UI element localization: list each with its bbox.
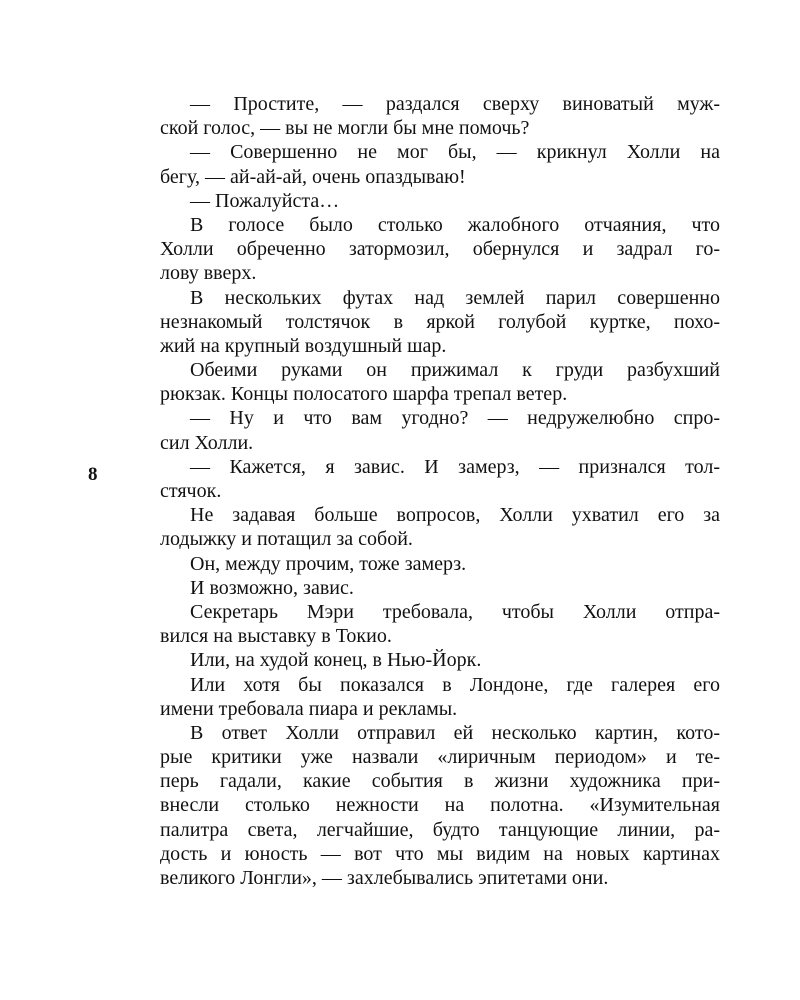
text-line: жий на крупный воздушный шар. bbox=[160, 334, 447, 357]
text-line: — Совершенно не мог бы, — крикнул Холли на bbox=[190, 141, 720, 164]
text-line: Холли обреченно затормозил, обернулся и задрал го- bbox=[160, 238, 720, 261]
text-line: В нескольких футах над землей парил совершенно bbox=[190, 286, 720, 309]
text-line: дость и юность — вот что мы видим на новых картинах bbox=[160, 842, 720, 865]
page-number: 8 bbox=[88, 464, 98, 485]
text-line: рые критики уже назвали «лиричным периодом» и те- bbox=[160, 746, 720, 769]
text-line: палитра света, легчайшие, будто танцующие линии, ра- bbox=[160, 818, 720, 841]
text-line: незнакомый толстячок в яркой голубой куртке, похо- bbox=[160, 310, 720, 333]
text-line: Не задавая больше вопросов, Холли ухватил его за bbox=[190, 504, 720, 527]
text-line: стячок. bbox=[160, 480, 222, 502]
text-line: лодыжку и потащил за собой. bbox=[160, 528, 413, 551]
text-line: В ответ Холли отправил ей несколько картин, кото- bbox=[190, 721, 720, 744]
text-line: — Простите, — раздался сверху виноватый муж- bbox=[190, 93, 720, 115]
text-line: лову вверх. bbox=[160, 262, 257, 285]
text-line: — Ну и что вам угодно? — недружелюбно спро- bbox=[190, 407, 720, 430]
text-line: имени требовала пиара и рекламы. bbox=[160, 697, 458, 720]
text-line: Или, на худой конец, в Нью-Йорк. bbox=[190, 649, 482, 672]
text-line: В голосе было столько жалобного отчаяния, что bbox=[190, 213, 720, 236]
text-line: — Кажется, я завис. И замерз, — признался тол- bbox=[190, 455, 720, 478]
text-line: Или хотя бы показался в Лондоне, где галерея его bbox=[190, 673, 720, 696]
text-line: Секретарь Мэри требовала, чтобы Холли отпра- bbox=[190, 600, 720, 623]
text-line: вился на выставку в Токио. bbox=[160, 625, 392, 648]
text-line: перь гадали, какие события в жизни художника при- bbox=[160, 770, 720, 793]
text-line: бегу, — ай-ай-ай, очень опаздываю! bbox=[160, 165, 466, 188]
text-line: внесли столько нежности на полотна. «Изумительная bbox=[160, 794, 720, 817]
text-line: ской голос, — вы не могли бы мне помочь? bbox=[160, 117, 530, 140]
body-text bbox=[160, 92, 720, 890]
text-line: великого Лонгли», — захлебывались эпитетами они. bbox=[160, 867, 609, 889]
text-line: рюкзак. Концы полосатого шарфа трепал ветер. bbox=[160, 383, 568, 406]
text-line: сил Холли. bbox=[160, 431, 254, 454]
text-line: Обеими руками он прижимал к груди разбухший bbox=[190, 359, 720, 382]
text-line: — Пожалуйста… bbox=[190, 189, 340, 212]
text-line: Он, между прочим, тоже замерз. bbox=[190, 552, 467, 575]
text-line: И возможно, завис. bbox=[190, 576, 354, 599]
